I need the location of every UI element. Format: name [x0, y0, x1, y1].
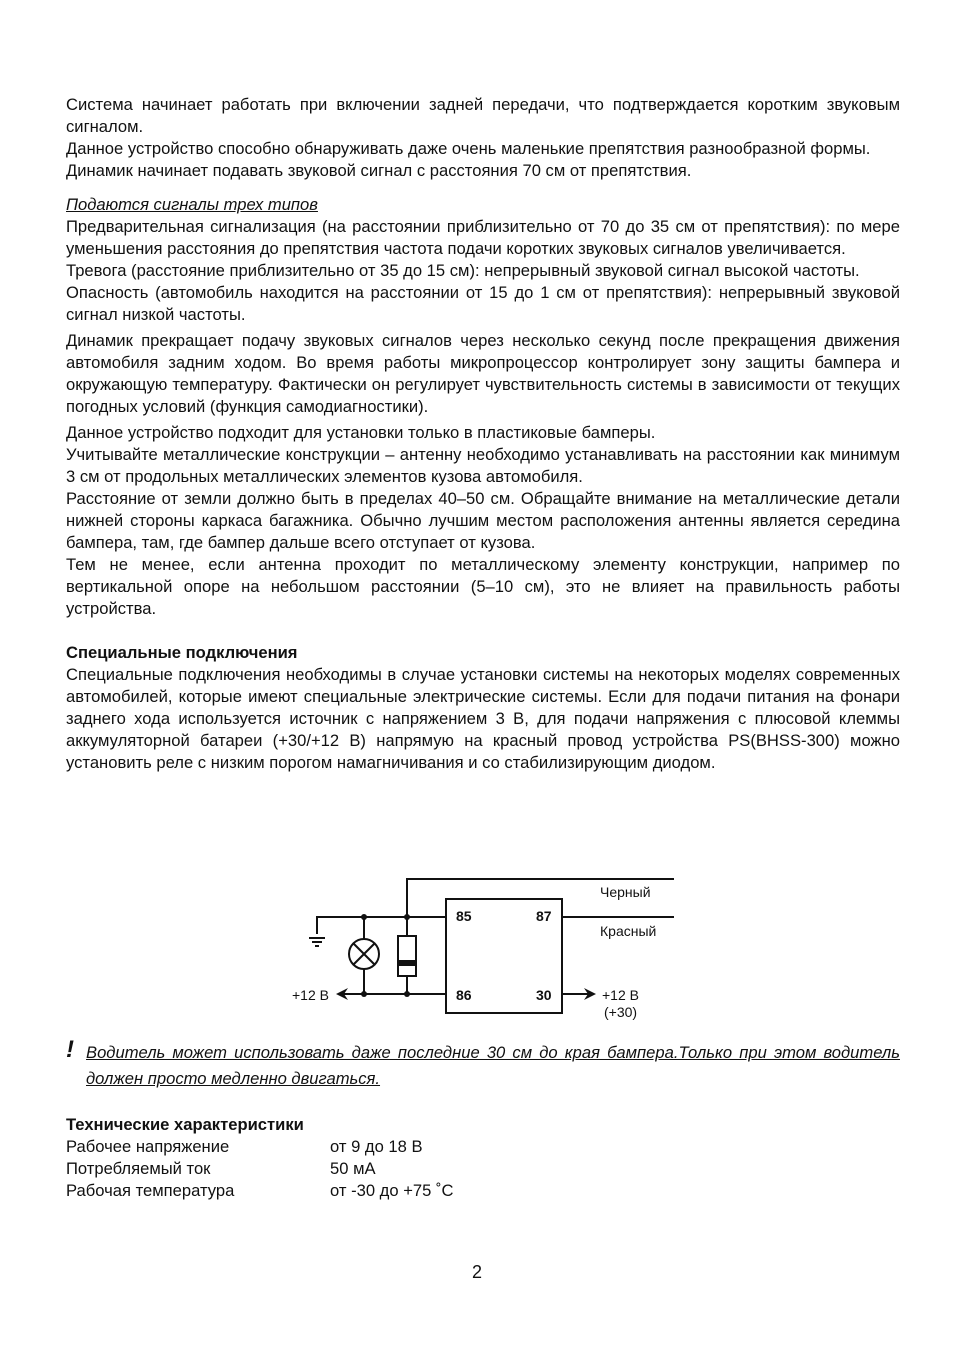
install-paragraph-4: Тем не менее, если антенна проходит по металлическому элементу конструкции, например по вертикальной опоре на небольшом расстоянии (5–10 см), это не влияет на правильность работы устройства. — [66, 555, 900, 618]
specs-block — [66, 1114, 666, 1202]
pin-87-label: 87 — [536, 908, 552, 924]
specs-heading: Технические характеристики — [66, 1115, 304, 1134]
spec-label: Рабочая температура — [66, 1181, 235, 1200]
special-paragraph: Специальные подключения необходимы в случае установки системы на некоторых моделях современных автомобилей, которые имеют специальные электрические системы. Если для подачи питания на фонари заднего хода используется источник с напряжением 3 В, для подачи напряжения с плюсовой клеммы аккумуляторной батареи (+30/+12 В) напрямую на красный провод устройства PS(BHSS-300) можно установить реле с низким порогом намагничивания и со стабилизирующим диодом. — [66, 665, 900, 772]
signals-subtitle: Подаются сигналы трех типов — [66, 195, 318, 214]
note-block — [66, 1036, 900, 1092]
page-number: 2 — [471, 1262, 482, 1282]
left-supply-label: +12 В — [292, 987, 329, 1003]
speaker-paragraph: Динамик прекращает подачу звуковых сигналов через несколько секунд после прекращения движения автомобиля задним ходом. Во время работы микропроцессор контролирует зону защиты бампера и окружающую температуру. Фактически он регулирует чувствительность системы в зависимости от текущих погодных условий (функция самодиагностики). — [66, 331, 900, 416]
signal-item-alarm: Тревога (расстояние приблизительно от 35 до 15 см): непрерывный звуковой сигнал высокой частоты. — [66, 261, 860, 280]
spec-label: Рабочее напряжение — [66, 1137, 230, 1156]
install-paragraph-2: Учитывайте металлические конструкции – антенну необходимо устанавливать на расстоянии как минимум 3 см от продольных металлических элементов кузова автомобиля. — [66, 445, 900, 486]
wire-pin85 — [317, 917, 446, 934]
install-paragraph-1: Данное устройство подходит для установки только в пластиковые бамперы. — [66, 423, 656, 442]
signal-item-danger: Опасность (автомобиль находится на расстоянии от 15 до 1 см от препятствия): непрерывный звуковой сигнал низкой частоты. — [66, 283, 900, 324]
spec-value: от 9 до 18 В — [330, 1137, 423, 1156]
pin-85-label: 85 — [456, 908, 472, 924]
special-heading: Специальные подключения — [66, 643, 298, 662]
relay-wiring-diagram — [284, 872, 684, 1022]
table-row — [66, 1136, 453, 1158]
signal-item-preliminary: Предварительная сигнализация (на расстоянии приблизительно от 70 до 35 см от препятствия): по мере уменьшения расстояния до препятствия частота подачи коротких звуковых сигналов увеличивается. — [66, 217, 900, 258]
specs-table — [66, 1136, 453, 1202]
intro-paragraph-3: Динамик начинает подавать звуковой сигнал с расстояния 70 см от препятствия. — [66, 161, 692, 180]
intro-paragraph-2: Данное устройство способно обнаруживать даже очень маленькие препятствия разнообразной формы. — [66, 139, 871, 158]
install-paragraph-3: Расстояние от земли должно быть в пределах 40–50 см. Обращайте внимание на металлические детали нижней стороны каркаса багажника. Обычно лучшим местом расположения антенны является середина бампера, там, где бампер дальше всего отступает от кузова. — [66, 489, 900, 552]
right-supply-label: +12 В — [602, 987, 639, 1003]
wire-black-label: Черный — [600, 884, 651, 900]
intro-paragraph-1: Система начинает работать при включении задней передачи, что подтверждается коротким звуковым сигналом. — [66, 95, 900, 136]
junction-dots — [361, 914, 410, 997]
pin-86-label: 86 — [456, 987, 472, 1003]
spec-label: Потребляемый ток — [66, 1159, 211, 1178]
note-text: Водитель может использовать даже последние 30 см до края бампера.Только при этом водитель должен просто медленно двигаться. — [86, 1043, 900, 1088]
wire-red-label: Красный — [600, 923, 657, 939]
pin-30-label: 30 — [536, 987, 552, 1003]
page-body — [66, 94, 900, 774]
diode-symbol — [398, 936, 416, 976]
diode-band — [398, 960, 416, 966]
table-row — [66, 1180, 453, 1202]
exclamation-icon: ! — [66, 1036, 74, 1063]
spec-value: от -30 до +75 ˚С — [330, 1181, 454, 1200]
table-row — [66, 1158, 453, 1180]
spec-value: 50 мА — [330, 1159, 376, 1178]
right-supply-note: (+30) — [604, 1004, 638, 1020]
